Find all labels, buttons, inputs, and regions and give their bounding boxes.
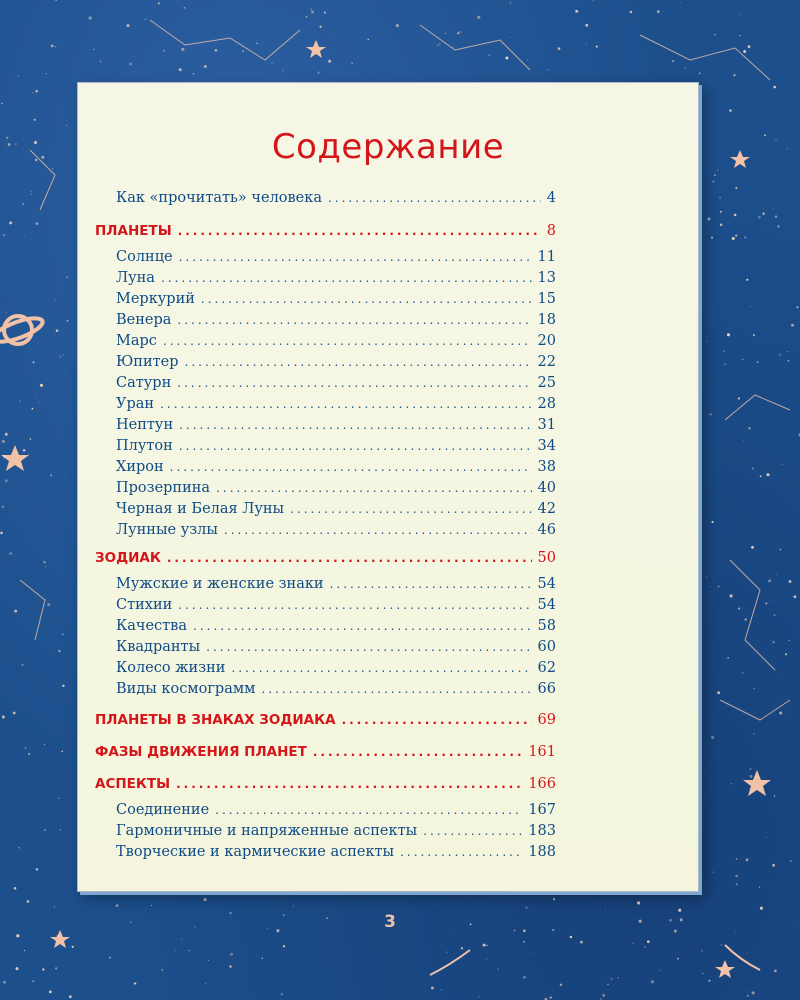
toc-entry-label: Стихии [116, 597, 173, 613]
toc-entry[interactable] [116, 501, 556, 517]
toc-entry-page-number: 66 [537, 681, 556, 697]
toc-entry-label: Соединение [116, 802, 210, 818]
dot-leader [179, 250, 532, 264]
toc-entry-page-number: 60 [537, 639, 556, 655]
toc-entry-label: Солнце [116, 249, 173, 265]
toc-entry-label: Меркурий [116, 291, 195, 307]
toc-entry-page-number: 46 [537, 522, 556, 538]
toc-entry-page-number: 40 [537, 480, 556, 496]
dot-leader [179, 439, 532, 453]
dot-leader [177, 313, 531, 327]
dot-leader [179, 418, 531, 432]
toc-entry-page-number: 25 [537, 375, 556, 391]
toc-entry[interactable] [116, 249, 556, 265]
dot-leader [177, 376, 531, 390]
dot-leader [328, 191, 541, 205]
dot-leader [170, 460, 532, 474]
toc-entry-page-number: 15 [537, 291, 556, 307]
dot-leader [161, 271, 532, 285]
toc-entry[interactable] [116, 333, 556, 349]
toc-entry-label: Венера [116, 312, 172, 328]
dot-leader [206, 640, 531, 654]
dot-leader [261, 682, 531, 696]
toc-entry-page-number: 13 [537, 270, 556, 286]
toc-entry[interactable] [116, 312, 556, 328]
toc-entry[interactable] [116, 681, 556, 697]
dot-leader [313, 745, 522, 759]
toc-entry-page-number: 18 [537, 312, 556, 328]
toc-entry[interactable] [116, 823, 556, 839]
toc-section-heading[interactable] [95, 776, 556, 792]
toc-entry-label: Плутон [116, 438, 173, 454]
toc-entry[interactable] [116, 660, 556, 676]
dot-leader [163, 334, 532, 348]
toc-entry-label: Луна [116, 270, 155, 286]
toc-section-heading-label: ПЛАНЕТЫ [95, 223, 172, 239]
dot-leader [193, 619, 532, 633]
toc-entry[interactable] [116, 618, 556, 634]
toc-entry-label: Творческие и кармические аспекты [116, 844, 395, 860]
toc-section-heading-label: АСПЕКТЫ [95, 776, 171, 792]
toc-section-heading-page-number: 166 [528, 776, 556, 792]
toc-entry-intro-label: Как «прочитать» человека [116, 190, 322, 206]
comet-icons [430, 945, 760, 975]
dot-leader [423, 824, 522, 838]
toc-entry-page-number: 38 [537, 459, 556, 475]
toc-entry-label: Нептун [116, 417, 174, 433]
toc-entry-page-number: 20 [537, 333, 556, 349]
toc-entry[interactable] [116, 480, 556, 496]
toc-entry-label: Виды космограмм [116, 681, 256, 697]
toc-entry[interactable] [116, 417, 556, 433]
toc-entry-label: Прозерпина [116, 480, 211, 496]
toc-entry-label: Квадранты [116, 639, 201, 655]
toc-entry-intro-page-number: 4 [546, 190, 556, 206]
toc-section-heading[interactable] [95, 223, 556, 239]
dot-leader [342, 713, 532, 727]
toc-section-heading[interactable] [95, 550, 556, 566]
toc-entry[interactable] [116, 639, 556, 655]
toc-entry-page-number: 22 [537, 354, 556, 370]
toc-entry[interactable] [116, 291, 556, 307]
dot-leader [231, 661, 531, 675]
toc-entry-label: Уран [116, 396, 155, 412]
toc-entry-label: Марс [116, 333, 157, 349]
toc-section-heading[interactable] [95, 712, 556, 728]
toc-entry[interactable] [116, 802, 556, 818]
toc-entry-page-number: 167 [528, 802, 556, 818]
toc-entry-label: Юпитер [116, 354, 179, 370]
toc-entry-label: Черная и Белая Луны [116, 501, 285, 517]
toc-section-heading-page-number: 8 [546, 223, 556, 239]
toc-section-heading-label: ФАЗЫ ДВИЖЕНИЯ ПЛАНЕТ [95, 744, 307, 760]
toc-entry[interactable] [116, 270, 556, 286]
dot-leader [160, 397, 531, 411]
toc-entry-page-number: 58 [537, 618, 556, 634]
toc-entry[interactable] [116, 438, 556, 454]
toc-entry-label: Мужские и женские знаки [116, 576, 324, 592]
toc-entry[interactable] [116, 576, 556, 592]
toc-section-heading[interactable] [95, 744, 556, 760]
toc-entry[interactable] [116, 396, 556, 412]
toc-entry-page-number: 183 [528, 823, 556, 839]
toc-entry-label: Лунные узлы [116, 522, 218, 538]
dot-leader [201, 292, 532, 306]
dot-leader [178, 598, 531, 612]
toc-entry[interactable] [116, 354, 556, 370]
toc-entry-label: Гармоничные и напряженные аспекты [116, 823, 418, 839]
planet-icon [0, 314, 45, 347]
toc-entry-page-number: 34 [537, 438, 556, 454]
toc-entry-page-number: 11 [537, 249, 556, 265]
toc-entry[interactable] [116, 844, 556, 860]
dot-leader [215, 803, 522, 817]
toc-entry[interactable] [116, 522, 556, 538]
dot-leader [216, 481, 531, 495]
toc-entry-page-number: 54 [537, 576, 556, 592]
page-number: 3 [384, 912, 396, 932]
dot-leader [167, 551, 532, 565]
page-title: Содержание [271, 127, 505, 167]
toc-entry-intro[interactable] [116, 190, 556, 206]
toc-entry-page-number: 62 [537, 660, 556, 676]
dot-leader [330, 577, 532, 591]
dot-leader [290, 502, 531, 516]
toc-section-heading-page-number: 69 [537, 712, 556, 728]
toc-entry-label: Хирон [116, 459, 164, 475]
dot-leader [185, 355, 532, 369]
toc-entry[interactable] [116, 597, 556, 613]
toc-entry-page-number: 188 [528, 844, 556, 860]
toc-entry-page-number: 31 [537, 417, 556, 433]
toc-entry-page-number: 54 [537, 597, 556, 613]
toc-entry[interactable] [116, 459, 556, 475]
toc-entry-label: Качества [116, 618, 187, 634]
toc-section-heading-page-number: 161 [528, 744, 556, 760]
dot-leader [400, 845, 522, 859]
dot-leader [224, 523, 532, 537]
toc-entry-label: Колесо жизни [116, 660, 226, 676]
toc-section-heading-page-number: 50 [537, 550, 556, 566]
toc-section-heading-label: ПЛАНЕТЫ В ЗНАКАХ ЗОДИАКА [95, 712, 336, 728]
toc-entry-label: Сатурн [116, 375, 172, 391]
toc-section-heading-label: ЗОДИАК [95, 550, 161, 566]
crescent-moon-icon [742, 470, 770, 503]
toc-entry[interactable] [116, 375, 556, 391]
dot-leader [178, 224, 541, 238]
toc-entry-page-number: 28 [537, 396, 556, 412]
dot-leader [176, 777, 522, 791]
toc-entry-page-number: 42 [537, 501, 556, 517]
